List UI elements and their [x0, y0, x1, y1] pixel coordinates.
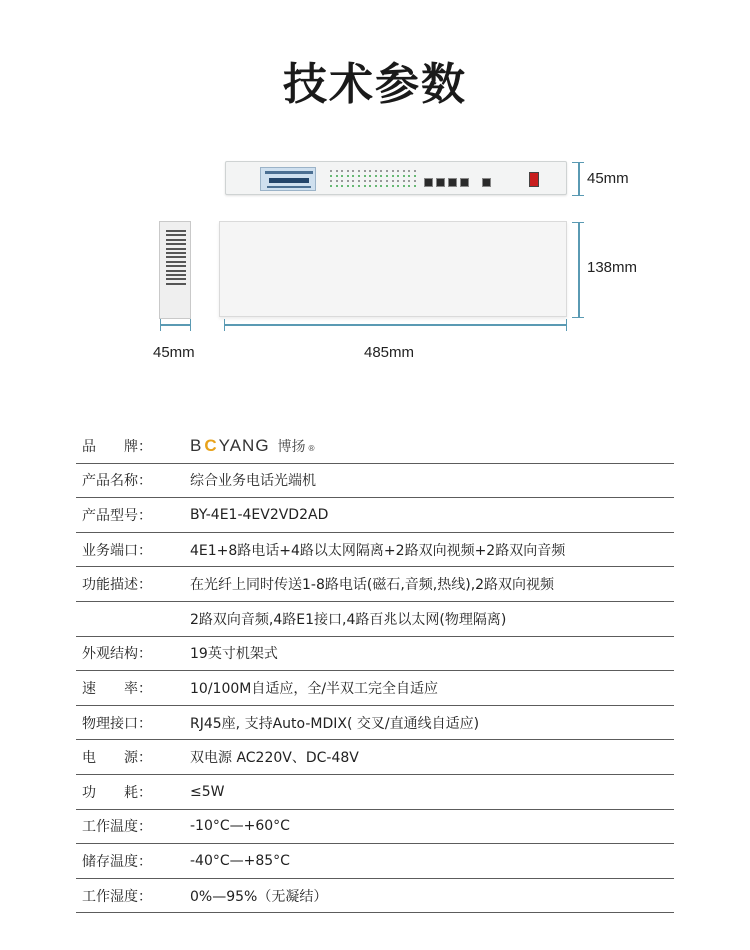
spec-label: 工作湿度： — [82, 888, 152, 905]
led-dot — [336, 180, 338, 182]
led-dot — [364, 185, 366, 187]
spec-value: 10/100M自适应，全/半双工完全自适应 — [190, 680, 439, 697]
vent-slot — [166, 278, 186, 280]
spec-label: 产品型号： — [82, 507, 152, 524]
dimension-tick — [572, 222, 584, 223]
spec-label: 储存温度： — [82, 853, 152, 870]
dimension-tick — [572, 317, 584, 318]
led-dot — [397, 170, 399, 172]
led-dot — [336, 175, 338, 177]
spec-value: BY-4E1-4EV2VD2AD — [190, 506, 329, 523]
dimension-tick — [572, 162, 584, 163]
led-dot — [358, 170, 360, 172]
dimension-line-length — [224, 324, 567, 326]
led-dot — [336, 185, 338, 187]
led-dot — [408, 185, 410, 187]
depth-dimension-label: 138mm — [587, 259, 638, 276]
led-dot — [330, 185, 332, 187]
led-dot — [397, 185, 399, 187]
spec-row — [76, 810, 674, 845]
led-dot — [408, 170, 410, 172]
led-dot — [352, 180, 354, 182]
led-dot — [414, 185, 416, 187]
registered-mark: ® — [307, 443, 316, 453]
dimension-tick — [160, 319, 161, 331]
led-dot — [380, 180, 382, 182]
led-dot — [369, 185, 371, 187]
spec-row — [76, 602, 674, 637]
led-dot — [341, 185, 343, 187]
spec-row — [76, 879, 674, 914]
led-dot — [403, 185, 405, 187]
led-dot — [358, 185, 360, 187]
ethernet-port-3 — [448, 178, 457, 187]
spec-label: 速 率： — [82, 680, 152, 697]
spec-row — [76, 775, 674, 810]
led-dot — [380, 170, 382, 172]
led-dot — [375, 175, 377, 177]
led-dot — [392, 185, 394, 187]
led-dot — [408, 180, 410, 182]
spec-value: 2路双向音频,4路E1接口,4路百兆以太网(物理隔离) — [190, 611, 507, 628]
led-dot — [330, 175, 332, 177]
spec-label: 业务端口： — [82, 542, 152, 559]
led-dot — [330, 180, 332, 182]
spec-label: 功 耗： — [82, 784, 152, 801]
vent-slot — [166, 270, 186, 272]
led-dot — [369, 170, 371, 172]
device-top-view — [219, 221, 567, 317]
vent-slot — [166, 265, 186, 267]
dimension-tick — [572, 195, 584, 196]
spec-value: 0%—95%（无凝结） — [190, 888, 328, 905]
brand-prefix: B — [190, 435, 203, 455]
vent-slot — [166, 248, 186, 250]
led-dot — [414, 170, 416, 172]
led-dot — [392, 175, 394, 177]
spec-label: 工作温度： — [82, 819, 152, 836]
dimension-tick — [566, 319, 567, 331]
led-dot — [364, 175, 366, 177]
spec-value: 双电源 AC220V、DC-48V — [190, 750, 359, 767]
led-dot — [341, 180, 343, 182]
dimension-tick — [190, 319, 191, 331]
spec-label: 物理接口： — [82, 715, 152, 732]
led-dot — [341, 175, 343, 177]
spec-value: RJ45座, 支持Auto-MDIX( 交叉/直通线自适应) — [190, 715, 480, 732]
dimension-tick — [224, 319, 225, 331]
spec-value: -40°C—+85°C — [190, 852, 290, 869]
brand-logo — [190, 436, 674, 456]
led-dot — [386, 175, 388, 177]
vent-slot — [166, 261, 186, 263]
led-dot — [375, 170, 377, 172]
led-dot — [375, 180, 377, 182]
spec-row — [76, 844, 674, 879]
led-dot — [352, 170, 354, 172]
console-port — [482, 178, 491, 187]
led-dot — [414, 175, 416, 177]
spec-value: 综合业务电话光端机 — [190, 473, 316, 490]
spec-value: -10°C—+60°C — [190, 818, 290, 835]
spec-label: 产品名称： — [82, 473, 152, 490]
led-dot — [369, 175, 371, 177]
led-dot — [403, 170, 405, 172]
spec-value: 19英寸机架式 — [190, 646, 278, 663]
led-dot — [397, 175, 399, 177]
led-dot — [347, 185, 349, 187]
led-dot — [414, 180, 416, 182]
ethernet-port-4 — [460, 178, 469, 187]
dimension-line-side-width — [160, 324, 191, 326]
spec-table — [76, 429, 674, 913]
led-dot — [347, 170, 349, 172]
spec-row — [76, 567, 674, 602]
led-dot — [380, 175, 382, 177]
spec-value: 4E1+8路电话+4路以太网隔离+2路双向视频+2路双向音频 — [190, 542, 566, 559]
led-dot — [380, 185, 382, 187]
ethernet-port-1 — [424, 178, 433, 187]
led-dot — [358, 180, 360, 182]
led-dot — [347, 175, 349, 177]
spec-row — [76, 740, 674, 775]
dimension-line-depth — [578, 222, 580, 318]
power-switch-icon — [529, 172, 539, 187]
vent-slot — [166, 234, 186, 236]
led-dot — [397, 180, 399, 182]
spec-row — [76, 671, 674, 706]
spec-row — [76, 706, 674, 741]
vent-slot — [166, 252, 186, 254]
led-dot — [386, 180, 388, 182]
spec-row — [76, 498, 674, 533]
spec-label: 外观结构： — [82, 646, 152, 663]
device-brand-plate — [260, 167, 316, 191]
length-dimension-label: 485mm — [364, 344, 415, 361]
led-dot — [330, 170, 332, 172]
led-dot — [341, 170, 343, 172]
spec-label: 品 牌： — [82, 438, 152, 455]
spec-label: 功能描述： — [82, 577, 152, 594]
led-dot — [386, 185, 388, 187]
page-title: 技术参数 — [283, 59, 467, 110]
led-dot — [364, 170, 366, 172]
led-dot — [336, 170, 338, 172]
vent-slot — [166, 239, 186, 241]
spec-value: ≤5W — [190, 783, 225, 800]
side-width-dimension-label: 45mm — [153, 344, 195, 361]
vent-slot — [166, 274, 186, 276]
ethernet-port-2 — [436, 178, 445, 187]
device-front-view — [225, 161, 567, 195]
led-dot — [369, 180, 371, 182]
led-dot — [392, 180, 394, 182]
brand-mark-icon: C — [204, 435, 217, 455]
brand-suffix: YANG — [218, 435, 270, 455]
led-dot — [358, 175, 360, 177]
led-dot — [403, 180, 405, 182]
spec-row-brand — [76, 429, 674, 464]
spec-value: 在光纤上同时传送1-8路电话(磁石,音频,热线),2路双向视频 — [190, 577, 555, 594]
led-dot — [408, 175, 410, 177]
led-dot — [352, 175, 354, 177]
spec-row — [76, 637, 674, 672]
led-dot — [347, 180, 349, 182]
vent-slot — [166, 256, 186, 258]
vent-slot — [166, 243, 186, 245]
vent-slot — [166, 230, 186, 232]
device-side-view — [159, 221, 191, 319]
led-dot — [352, 185, 354, 187]
led-dot — [403, 175, 405, 177]
spec-label: 电 源： — [82, 750, 152, 767]
led-dot — [375, 185, 377, 187]
vent-slot — [166, 283, 186, 285]
led-dot — [392, 170, 394, 172]
brand-chinese-name: 博扬 — [277, 438, 306, 455]
spec-row — [76, 464, 674, 499]
dimension-line-height — [578, 162, 580, 196]
led-dot — [364, 180, 366, 182]
led-dot — [386, 170, 388, 172]
spec-row — [76, 533, 674, 568]
height-dimension-label: 45mm — [587, 170, 629, 187]
led-indicator-panel — [330, 167, 422, 191]
